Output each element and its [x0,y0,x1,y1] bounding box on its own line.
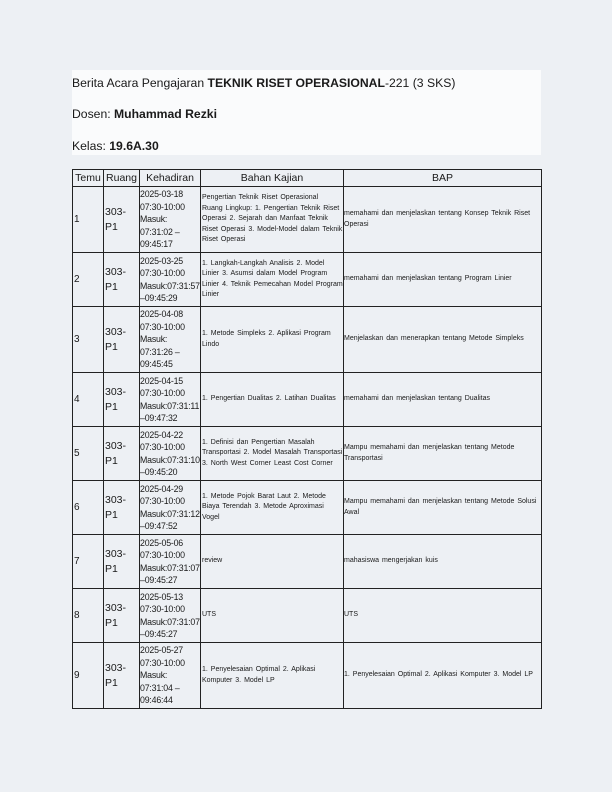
room-text: 303-P1 [105,661,127,689]
attendance-line: Masuk:07:31:07 [140,562,200,573]
cell-temu: 2 [73,253,104,307]
attendance-line: 2025-03-18 [140,189,183,200]
attendance-line: –09:45:29 [140,292,178,303]
cell-ruang [104,481,140,535]
attendance-line: Masuk:07:31:12 [140,508,200,519]
attendance-line: –09:47:52 [140,520,178,531]
attendance-line: 2025-05-06 [140,537,183,548]
cell-bahan-kajian: 1. Definisi dan Pengertian Masalah Transportasi 2. Model Masalah Transportasi 3. North West Corner Least Cost Corner [201,427,344,481]
attendance-line: –09:45:27 [140,574,178,585]
course-name: TEKNIK RISET OPERASIONAL [207,76,385,90]
cell-ruang [104,307,140,373]
class-label: Kelas: [72,139,110,153]
cell-bahan-kajian: 1. Pengertian Dualitas 2. Latihan Dualitas [201,373,344,427]
cell-temu: 6 [73,481,104,535]
table-row [73,481,542,535]
teaching-record-table [72,169,542,709]
column-header-bahan-kajian: Bahan Kajian [201,170,344,187]
table-row [73,307,542,373]
attendance-line: 07:30-10:00 [140,268,185,279]
cell-bahan-kajian: 1. Metode Pojok Barat Laut 2. Metode Biaya Terendah 3. Metode Aproximasi Vogel [201,481,344,535]
cell-kehadiran [140,187,201,253]
attendance-line: 2025-04-15 [140,375,183,386]
attendance-line: 07:31:02 – [140,226,180,237]
cell-bap: memahami dan menjelaskan tentang Dualitas [344,373,542,427]
cell-kehadiran [140,643,201,709]
class-line [72,138,159,154]
attendance-line: 2025-03-25 [140,255,183,266]
room-text: 303-P1 [105,439,127,467]
cell-bahan-kajian: UTS [201,589,344,643]
cell-temu: 3 [73,307,104,373]
attendance-line: Masuk:07:31:57 [140,280,200,291]
attendance-line: 09:45:17 [140,239,173,250]
room-text: 303-P1 [105,265,127,293]
attendance-line: Masuk: [140,670,168,681]
lecturer-line [72,106,217,122]
cell-bap: Menjelaskan dan menerapkan tentang Metode Simpleks [344,307,542,373]
cell-bahan-kajian: 1. Langkah-Langkah Analisis 2. Model Linier 3. Asumsi dalam Model Program Linier 4. Teknik Pemecahan Model Program Linier [201,253,344,307]
cell-temu: 9 [73,643,104,709]
attendance-line: 07:30-10:00 [140,550,185,561]
table-row [73,643,542,709]
table-row [73,253,542,307]
cell-kehadiran [140,589,201,643]
table-row [73,535,542,589]
cell-bahan-kajian: 1. Metode Simpleks 2. Aplikasi Program Lindo [201,307,344,373]
cell-bap: memahami dan menjelaskan tentang Konsep Teknik Riset Operasi [344,187,542,253]
table-row [73,373,542,427]
lecturer-label: Dosen: [72,107,115,121]
room-text: 303-P1 [105,205,127,233]
room-text: 303-P1 [105,601,127,629]
attendance-line: 07:30-10:00 [140,388,185,399]
cell-temu: 8 [73,589,104,643]
table-header-row [73,170,542,187]
document-title [72,75,455,91]
room-text: 303-P1 [105,493,127,521]
column-header-kehadiran: Kehadiran [140,170,201,187]
cell-kehadiran [140,307,201,373]
title-prefix: Berita Acara Pengajaran [72,76,208,90]
cell-temu: 4 [73,373,104,427]
column-header-bap: BAP [344,170,542,187]
attendance-line: 07:30-10:00 [140,201,185,212]
column-header-temu: Temu [73,170,104,187]
attendance-line: Masuk:07:31:07 [140,616,200,627]
cell-bap: UTS [344,589,542,643]
room-text: 303-P1 [105,325,127,353]
lecturer-name: Muhammad Rezki [114,107,217,121]
room-text: 303-P1 [105,385,127,413]
cell-kehadiran [140,481,201,535]
cell-ruang [104,589,140,643]
cell-ruang [104,187,140,253]
document-header [72,70,541,155]
cell-bahan-kajian: 1. Penyelesaian Optimal 2. Aplikasi Komputer 3. Model LP [201,643,344,709]
attendance-line: 2025-04-29 [140,483,183,494]
cell-bahan-kajian: review [201,535,344,589]
cell-kehadiran [140,427,201,481]
attendance-line: 07:31:04 – [140,682,180,693]
class-code: 19.6A.30 [109,139,159,153]
attendance-line: –09:47:32 [140,412,178,423]
attendance-line: 07:30-10:00 [140,496,185,507]
column-header-ruang: Ruang [104,170,140,187]
attendance-line: –09:45:20 [140,466,178,477]
attendance-line: 2025-05-27 [140,645,183,656]
attendance-line: 09:45:45 [140,359,173,370]
table-row [73,427,542,481]
attendance-line: 07:30-10:00 [140,657,185,668]
table-body [73,187,542,709]
attendance-line: 2025-04-08 [140,309,183,320]
attendance-line: Masuk:07:31:10 [140,454,200,465]
cell-bap: 1. Penyelesaian Optimal 2. Aplikasi Komputer 3. Model LP [344,643,542,709]
cell-ruang [104,535,140,589]
attendance-line: –09:45:27 [140,628,178,639]
cell-ruang [104,373,140,427]
cell-temu: 5 [73,427,104,481]
room-text: 303-P1 [105,547,127,575]
attendance-line: 07:30-10:00 [140,442,185,453]
attendance-line: Masuk:07:31:11 [140,400,200,411]
cell-bap: mahasiswa mengerjakan kuis [344,535,542,589]
cell-temu: 1 [73,187,104,253]
cell-ruang [104,427,140,481]
cell-bap: Mampu memahami dan menjelaskan tentang Metode Transportasi [344,427,542,481]
attendance-line: Masuk: [140,214,168,225]
cell-bap: Mampu memahami dan menjelaskan tentang Metode Solusi Awal [344,481,542,535]
attendance-line: 09:46:44 [140,695,173,706]
attendance-line: Masuk: [140,334,168,345]
attendance-line: 07:31:26 – [140,346,180,357]
attendance-line: 2025-04-22 [140,429,183,440]
cell-temu: 7 [73,535,104,589]
table-row [73,589,542,643]
course-code-credits: -221 (3 SKS) [384,76,456,90]
attendance-line: 07:30-10:00 [140,321,185,332]
cell-bap: memahami dan menjelaskan tentang Program Linier [344,253,542,307]
cell-kehadiran [140,373,201,427]
cell-bahan-kajian: Pengertian Teknik Riset Operasional Ruang Lingkup: 1. Pengertian Teknik Riset Operasi 2. Sejarah dan Manfaat Teknik Riset Operasi 3. Model-Model dalam Teknik Riset Operasi [201,187,344,253]
attendance-line: 2025-05-13 [140,591,183,602]
cell-ruang [104,643,140,709]
attendance-line: 07:30-10:00 [140,604,185,615]
cell-kehadiran [140,253,201,307]
table-row [73,187,542,253]
cell-kehadiran [140,535,201,589]
cell-ruang [104,253,140,307]
